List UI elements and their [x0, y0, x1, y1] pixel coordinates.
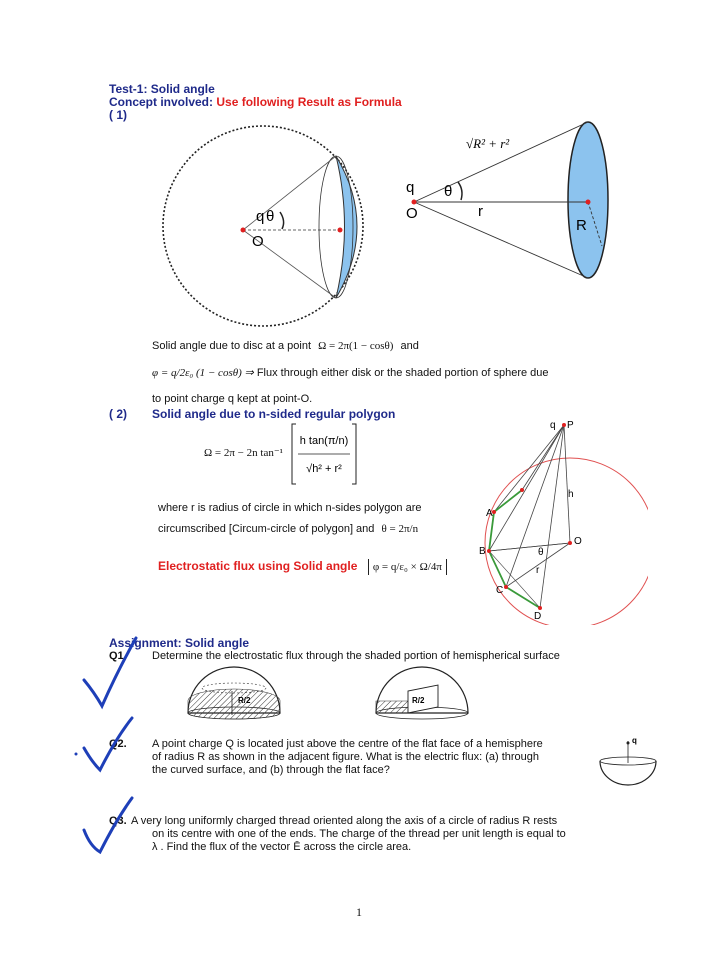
circumcircle	[485, 458, 648, 625]
section2-title: Solid angle due to n-sided regular polygon	[152, 407, 396, 421]
check-mark-1	[84, 638, 136, 706]
label-o: O	[406, 205, 418, 222]
label-r: r	[536, 565, 540, 576]
assignment-title: Assignment: Solid angle	[109, 636, 250, 650]
where-line-1: where r is radius of circle in which n-sides polygon are	[158, 502, 422, 514]
theta-eq: θ = 2π/n	[381, 523, 419, 535]
disc-solid-angle-eq: Ω = 2π(1 − cosθ)	[318, 340, 394, 352]
label-b: B	[479, 546, 486, 557]
edge-pa2	[494, 425, 564, 512]
label-sqrt: √R² + r²	[466, 136, 510, 151]
vertex-d	[538, 606, 542, 610]
concept-line	[109, 95, 402, 109]
disc-center	[586, 200, 591, 205]
edge-pc	[506, 425, 564, 587]
omega-fraction	[290, 422, 360, 486]
center-point	[568, 541, 572, 545]
flux-eq: φ = q/ε₀ × Ω/4π	[368, 559, 447, 575]
where-text-2: circumscribed [Circum-circle of polygon] and	[158, 523, 375, 535]
sphere-cone-figure	[148, 118, 388, 333]
vertex-p	[562, 423, 566, 427]
label-c: C	[496, 585, 504, 596]
right-bracket	[352, 424, 356, 484]
vertex-a	[520, 488, 524, 492]
disc-cone-figure	[398, 118, 618, 288]
omega-eq-lhs: Ω = 2π − 2n tan⁻¹	[204, 447, 283, 459]
label-theta: θ	[444, 183, 453, 200]
phi-text: Flux through either disk or the shaded portion of sphere due	[256, 367, 549, 379]
label-R: R	[576, 217, 587, 234]
formula-line-2	[152, 366, 549, 379]
vertex-c	[504, 585, 508, 589]
check-mark-2	[84, 718, 132, 770]
hemisphere-2-figure	[372, 663, 472, 721]
page-number: 1	[356, 905, 362, 919]
formula-line-3: to point charge q kept at point-O.	[152, 393, 313, 405]
label-theta: θ	[266, 208, 275, 225]
q2-num: Q2.	[109, 738, 127, 750]
cone-line-bottom	[414, 202, 588, 278]
label-r: r	[478, 203, 483, 220]
q2-text-3: the curved surface, and (b) through the flat face?	[152, 764, 390, 776]
polygon-pyramid-figure	[478, 415, 648, 625]
flux-line	[158, 557, 447, 575]
shaded-band	[188, 689, 280, 719]
cone-line-top	[414, 122, 588, 202]
fraction-bottom: √h² + r²	[306, 463, 342, 475]
shaded-cap	[336, 156, 357, 298]
formula-line-1	[152, 340, 419, 352]
q3-text-3: λ . Find the flux of the vector Ē across the circle area.	[152, 841, 412, 853]
label-h: h	[568, 489, 574, 500]
check-mark-3	[84, 798, 132, 852]
q1-text: Determine the electrostatic flux through the shaded portion of hemispherical surface	[152, 650, 560, 662]
hemi1-label: R/2	[238, 696, 251, 705]
charge-point	[412, 200, 417, 205]
q1-num: Q1.	[109, 650, 127, 662]
q3-num: Q3.	[109, 815, 127, 827]
and-word: and	[400, 340, 419, 352]
q3-text-1: A very long uniformly charged thread oriented along the axis of a circle of radius R rests	[131, 815, 558, 827]
edge-pb	[489, 425, 564, 551]
bowl-curve	[600, 761, 656, 785]
label-o: O	[252, 233, 264, 250]
shaded-left	[376, 701, 408, 713]
hemi2-label: R/2	[412, 696, 425, 705]
height-line	[564, 425, 570, 543]
center-point	[338, 228, 343, 233]
polygon-omega-eq	[204, 446, 283, 459]
q2-text-1: A point charge Q is located just above the centre of the flat face of a hemisphere	[152, 738, 543, 750]
test-title: Test-1: Solid angle	[109, 82, 215, 96]
item-1-label: ( 1)	[109, 108, 127, 122]
bowl-figure	[596, 733, 660, 789]
base-line	[489, 543, 570, 551]
phi-eq: φ = q/2ε₀ (1 − cosθ) ⇒	[152, 367, 254, 379]
handwritten-checkmarks	[70, 620, 160, 860]
charge-dot	[627, 742, 630, 745]
edge-pa	[522, 425, 564, 490]
left-bracket	[292, 424, 296, 484]
fraction-top: h tan(π/n)	[299, 435, 349, 447]
edge-pd	[540, 425, 564, 608]
diag-bd	[489, 551, 540, 608]
where-line-2	[158, 523, 418, 535]
label-d: D	[534, 611, 542, 622]
label-q: q	[256, 208, 265, 225]
charge-point	[241, 228, 246, 233]
section2-num: ( 2)	[109, 407, 127, 421]
ink-dot	[75, 753, 78, 756]
flux-label: Electrostatic flux using Solid angle	[158, 559, 358, 573]
label-q: q	[550, 420, 556, 431]
angle-arc	[458, 182, 462, 200]
angle-arc	[280, 212, 284, 229]
hemisphere-1-figure	[184, 663, 284, 721]
label-a: A	[486, 508, 493, 519]
concept-label: Concept involved:	[109, 95, 214, 109]
q3-text-2: on its centre with one of the ends. The charge of the thread per unit length is equal to	[152, 828, 566, 840]
q2-text-2: of radius R as shown in the adjacent figure. What is the electric flux: (a) through	[152, 751, 540, 763]
bowl-label-q: q	[632, 736, 637, 745]
vertex-b	[487, 549, 491, 553]
label-theta: θ	[538, 547, 544, 558]
label-o: O	[574, 536, 582, 547]
label-p: P	[567, 420, 574, 431]
label-q: q	[406, 179, 415, 196]
concept-text: Use following Result as Formula	[216, 95, 402, 109]
disc-solid-angle-text: Solid angle due to disc at a point	[152, 340, 312, 352]
